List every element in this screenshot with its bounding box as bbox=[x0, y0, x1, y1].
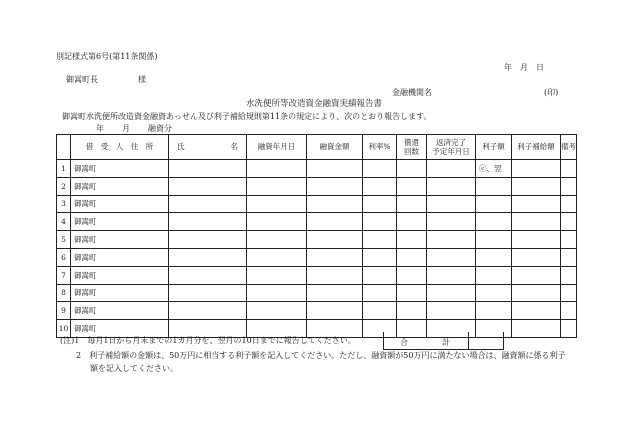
row-repay-end bbox=[427, 266, 476, 284]
row-repay-count bbox=[397, 195, 427, 213]
period-month: 月 bbox=[122, 124, 130, 133]
row-repay-count bbox=[397, 248, 427, 266]
table-row bbox=[57, 248, 577, 266]
row-remarks bbox=[561, 213, 577, 231]
row-name bbox=[169, 320, 247, 338]
header-loan-date: 融資年月日 bbox=[247, 135, 307, 160]
row-repay-count bbox=[397, 266, 427, 284]
total-label bbox=[400, 339, 484, 347]
row-address: 御嵩町 bbox=[71, 231, 169, 249]
header-rate: 利率% bbox=[363, 135, 397, 160]
row-name bbox=[169, 248, 247, 266]
header-repay-count-1: 償還 bbox=[404, 137, 419, 147]
lead-text: 御嵩町水洗便所改造資金融資あっせん及び利子補給規則第11条の規定により、次のとおり報告します。 bbox=[62, 112, 432, 121]
header-number bbox=[57, 135, 71, 160]
row-remarks bbox=[561, 284, 577, 302]
table-row bbox=[57, 266, 577, 284]
header-name-right: 名 bbox=[230, 142, 238, 152]
table-row bbox=[57, 302, 577, 320]
row-rate bbox=[363, 266, 397, 284]
header-repay-count bbox=[397, 135, 427, 160]
row-loan-date bbox=[247, 302, 307, 320]
row-name bbox=[169, 213, 247, 231]
row-loan-amount bbox=[307, 320, 363, 338]
row-loan-amount bbox=[307, 160, 363, 178]
row-address: 御嵩町 bbox=[71, 284, 169, 302]
row-number: 4 bbox=[57, 213, 71, 231]
row-loan-amount bbox=[307, 284, 363, 302]
total-label-right: 計 bbox=[442, 338, 450, 347]
row-interest bbox=[476, 284, 512, 302]
table-row bbox=[57, 213, 577, 231]
row-remarks bbox=[561, 177, 577, 195]
period-year: 年 bbox=[96, 124, 104, 133]
row-address: 御嵩町 bbox=[71, 248, 169, 266]
row-address: 御嵩町 bbox=[71, 320, 169, 338]
total-label-left: 合 bbox=[400, 338, 408, 347]
row-remarks bbox=[561, 231, 577, 249]
row-subsidy bbox=[512, 248, 561, 266]
row-repay-end bbox=[427, 213, 476, 231]
table-row bbox=[57, 160, 577, 178]
table-header-row bbox=[57, 135, 577, 160]
header-interest: 利子額 bbox=[476, 135, 512, 160]
header-address: 借 受 人 住 所 bbox=[71, 135, 169, 160]
row-loan-date bbox=[247, 284, 307, 302]
row-interest: ⓔ、翌 bbox=[476, 160, 512, 178]
header-repay-count-2: 回数 bbox=[404, 147, 419, 156]
row-address: 御嵩町 bbox=[71, 213, 169, 231]
row-subsidy bbox=[512, 231, 561, 249]
row-loan-date bbox=[247, 266, 307, 284]
period-label: 融資分 bbox=[148, 124, 172, 133]
row-interest bbox=[476, 231, 512, 249]
note-1: (注)1 毎月1日から月末までの1カ月分を、翌月の10日までに報告してください。 bbox=[60, 336, 356, 345]
row-number: 2 bbox=[57, 177, 71, 195]
row-repay-count bbox=[397, 177, 427, 195]
row-interest bbox=[476, 177, 512, 195]
table-row bbox=[57, 177, 577, 195]
row-rate bbox=[363, 213, 397, 231]
row-loan-date bbox=[247, 320, 307, 338]
institution-label: 金融機関名 bbox=[392, 88, 432, 97]
row-loan-date bbox=[247, 248, 307, 266]
table-row bbox=[57, 231, 577, 249]
row-number: 6 bbox=[57, 248, 71, 266]
row-remarks bbox=[561, 160, 577, 178]
seal-mark: (印) bbox=[544, 88, 559, 97]
report-date: 年 月 日 bbox=[504, 63, 544, 72]
document-title: 水洗便所等改造資金融資実績報告書 bbox=[246, 99, 383, 109]
row-remarks bbox=[561, 266, 577, 284]
row-name bbox=[169, 284, 247, 302]
row-name bbox=[169, 266, 247, 284]
row-remarks bbox=[561, 195, 577, 213]
row-loan-amount bbox=[307, 213, 363, 231]
row-name bbox=[169, 160, 247, 178]
row-address: 御嵩町 bbox=[71, 302, 169, 320]
row-name bbox=[169, 231, 247, 249]
row-rate bbox=[363, 248, 397, 266]
header-loan-amount: 融資金額 bbox=[307, 135, 363, 160]
row-address: 御嵩町 bbox=[71, 177, 169, 195]
row-remarks bbox=[561, 302, 577, 320]
row-repay-end bbox=[427, 248, 476, 266]
row-number: 3 bbox=[57, 195, 71, 213]
row-number: 1 bbox=[57, 160, 71, 178]
addressee-name: 御嵩町長 bbox=[66, 75, 98, 84]
row-rate bbox=[363, 177, 397, 195]
row-rate bbox=[363, 231, 397, 249]
row-subsidy bbox=[512, 213, 561, 231]
header-subsidy: 利子補給額 bbox=[512, 135, 561, 160]
header-name-left: 氏 bbox=[177, 142, 185, 152]
row-repay-end bbox=[427, 284, 476, 302]
row-repay-end bbox=[427, 231, 476, 249]
row-repay-count bbox=[397, 231, 427, 249]
header-repay-end bbox=[427, 135, 476, 160]
header-repay-end-2: 予定年月日 bbox=[432, 147, 470, 156]
row-subsidy bbox=[512, 320, 561, 338]
row-rate bbox=[363, 284, 397, 302]
form-number: 別記様式第6号(第11条関係) bbox=[56, 52, 158, 61]
row-loan-date bbox=[247, 195, 307, 213]
row-subsidy bbox=[512, 177, 561, 195]
addressee bbox=[66, 76, 146, 84]
row-repay-count bbox=[397, 160, 427, 178]
row-remarks bbox=[561, 248, 577, 266]
row-rate bbox=[363, 160, 397, 178]
row-loan-amount bbox=[307, 248, 363, 266]
row-name bbox=[169, 195, 247, 213]
header-repay-end-1: 返済完了 bbox=[436, 137, 466, 147]
row-repay-end bbox=[427, 160, 476, 178]
row-address: 御嵩町 bbox=[71, 266, 169, 284]
header-remarks: 備考 bbox=[561, 135, 577, 160]
row-interest bbox=[476, 266, 512, 284]
row-repay-count bbox=[397, 302, 427, 320]
row-subsidy bbox=[512, 284, 561, 302]
row-repay-end bbox=[427, 177, 476, 195]
row-loan-amount bbox=[307, 266, 363, 284]
row-interest bbox=[476, 248, 512, 266]
row-subsidy bbox=[512, 160, 561, 178]
table-row bbox=[57, 284, 577, 302]
row-interest bbox=[476, 302, 512, 320]
table-row bbox=[57, 195, 577, 213]
row-subsidy bbox=[512, 302, 561, 320]
row-address: 御嵩町 bbox=[71, 160, 169, 178]
row-repay-end bbox=[427, 195, 476, 213]
note-3: 額を記入してください。 bbox=[90, 364, 178, 373]
row-repay-count bbox=[397, 213, 427, 231]
row-subsidy bbox=[512, 266, 561, 284]
row-address: 御嵩町 bbox=[71, 195, 169, 213]
row-interest bbox=[476, 195, 512, 213]
row-loan-date bbox=[247, 177, 307, 195]
row-rate bbox=[363, 302, 397, 320]
header-name bbox=[169, 135, 247, 160]
row-rate bbox=[363, 195, 397, 213]
row-remarks bbox=[561, 320, 577, 338]
row-repay-end bbox=[427, 302, 476, 320]
row-subsidy bbox=[512, 195, 561, 213]
row-loan-amount bbox=[307, 177, 363, 195]
row-loan-amount bbox=[307, 302, 363, 320]
row-interest bbox=[476, 213, 512, 231]
loan-report-table bbox=[56, 134, 577, 338]
row-loan-date bbox=[247, 213, 307, 231]
row-number: 7 bbox=[57, 266, 71, 284]
row-name bbox=[169, 177, 247, 195]
row-number: 9 bbox=[57, 302, 71, 320]
note-2: 2 利子補給額の金額は、50万円に相当する利子額を記入してください。ただし、融資額が50万円に満たない場合は、融資額に係る利子 bbox=[76, 351, 566, 360]
row-loan-date bbox=[247, 231, 307, 249]
row-loan-amount bbox=[307, 231, 363, 249]
row-loan-date bbox=[247, 160, 307, 178]
addressee-honorific: 様 bbox=[138, 75, 146, 84]
row-loan-amount bbox=[307, 195, 363, 213]
period-line bbox=[96, 125, 190, 133]
row-number: 5 bbox=[57, 231, 71, 249]
row-number: 8 bbox=[57, 284, 71, 302]
row-name bbox=[169, 302, 247, 320]
row-number: 10 bbox=[57, 320, 71, 338]
row-repay-count bbox=[397, 284, 427, 302]
